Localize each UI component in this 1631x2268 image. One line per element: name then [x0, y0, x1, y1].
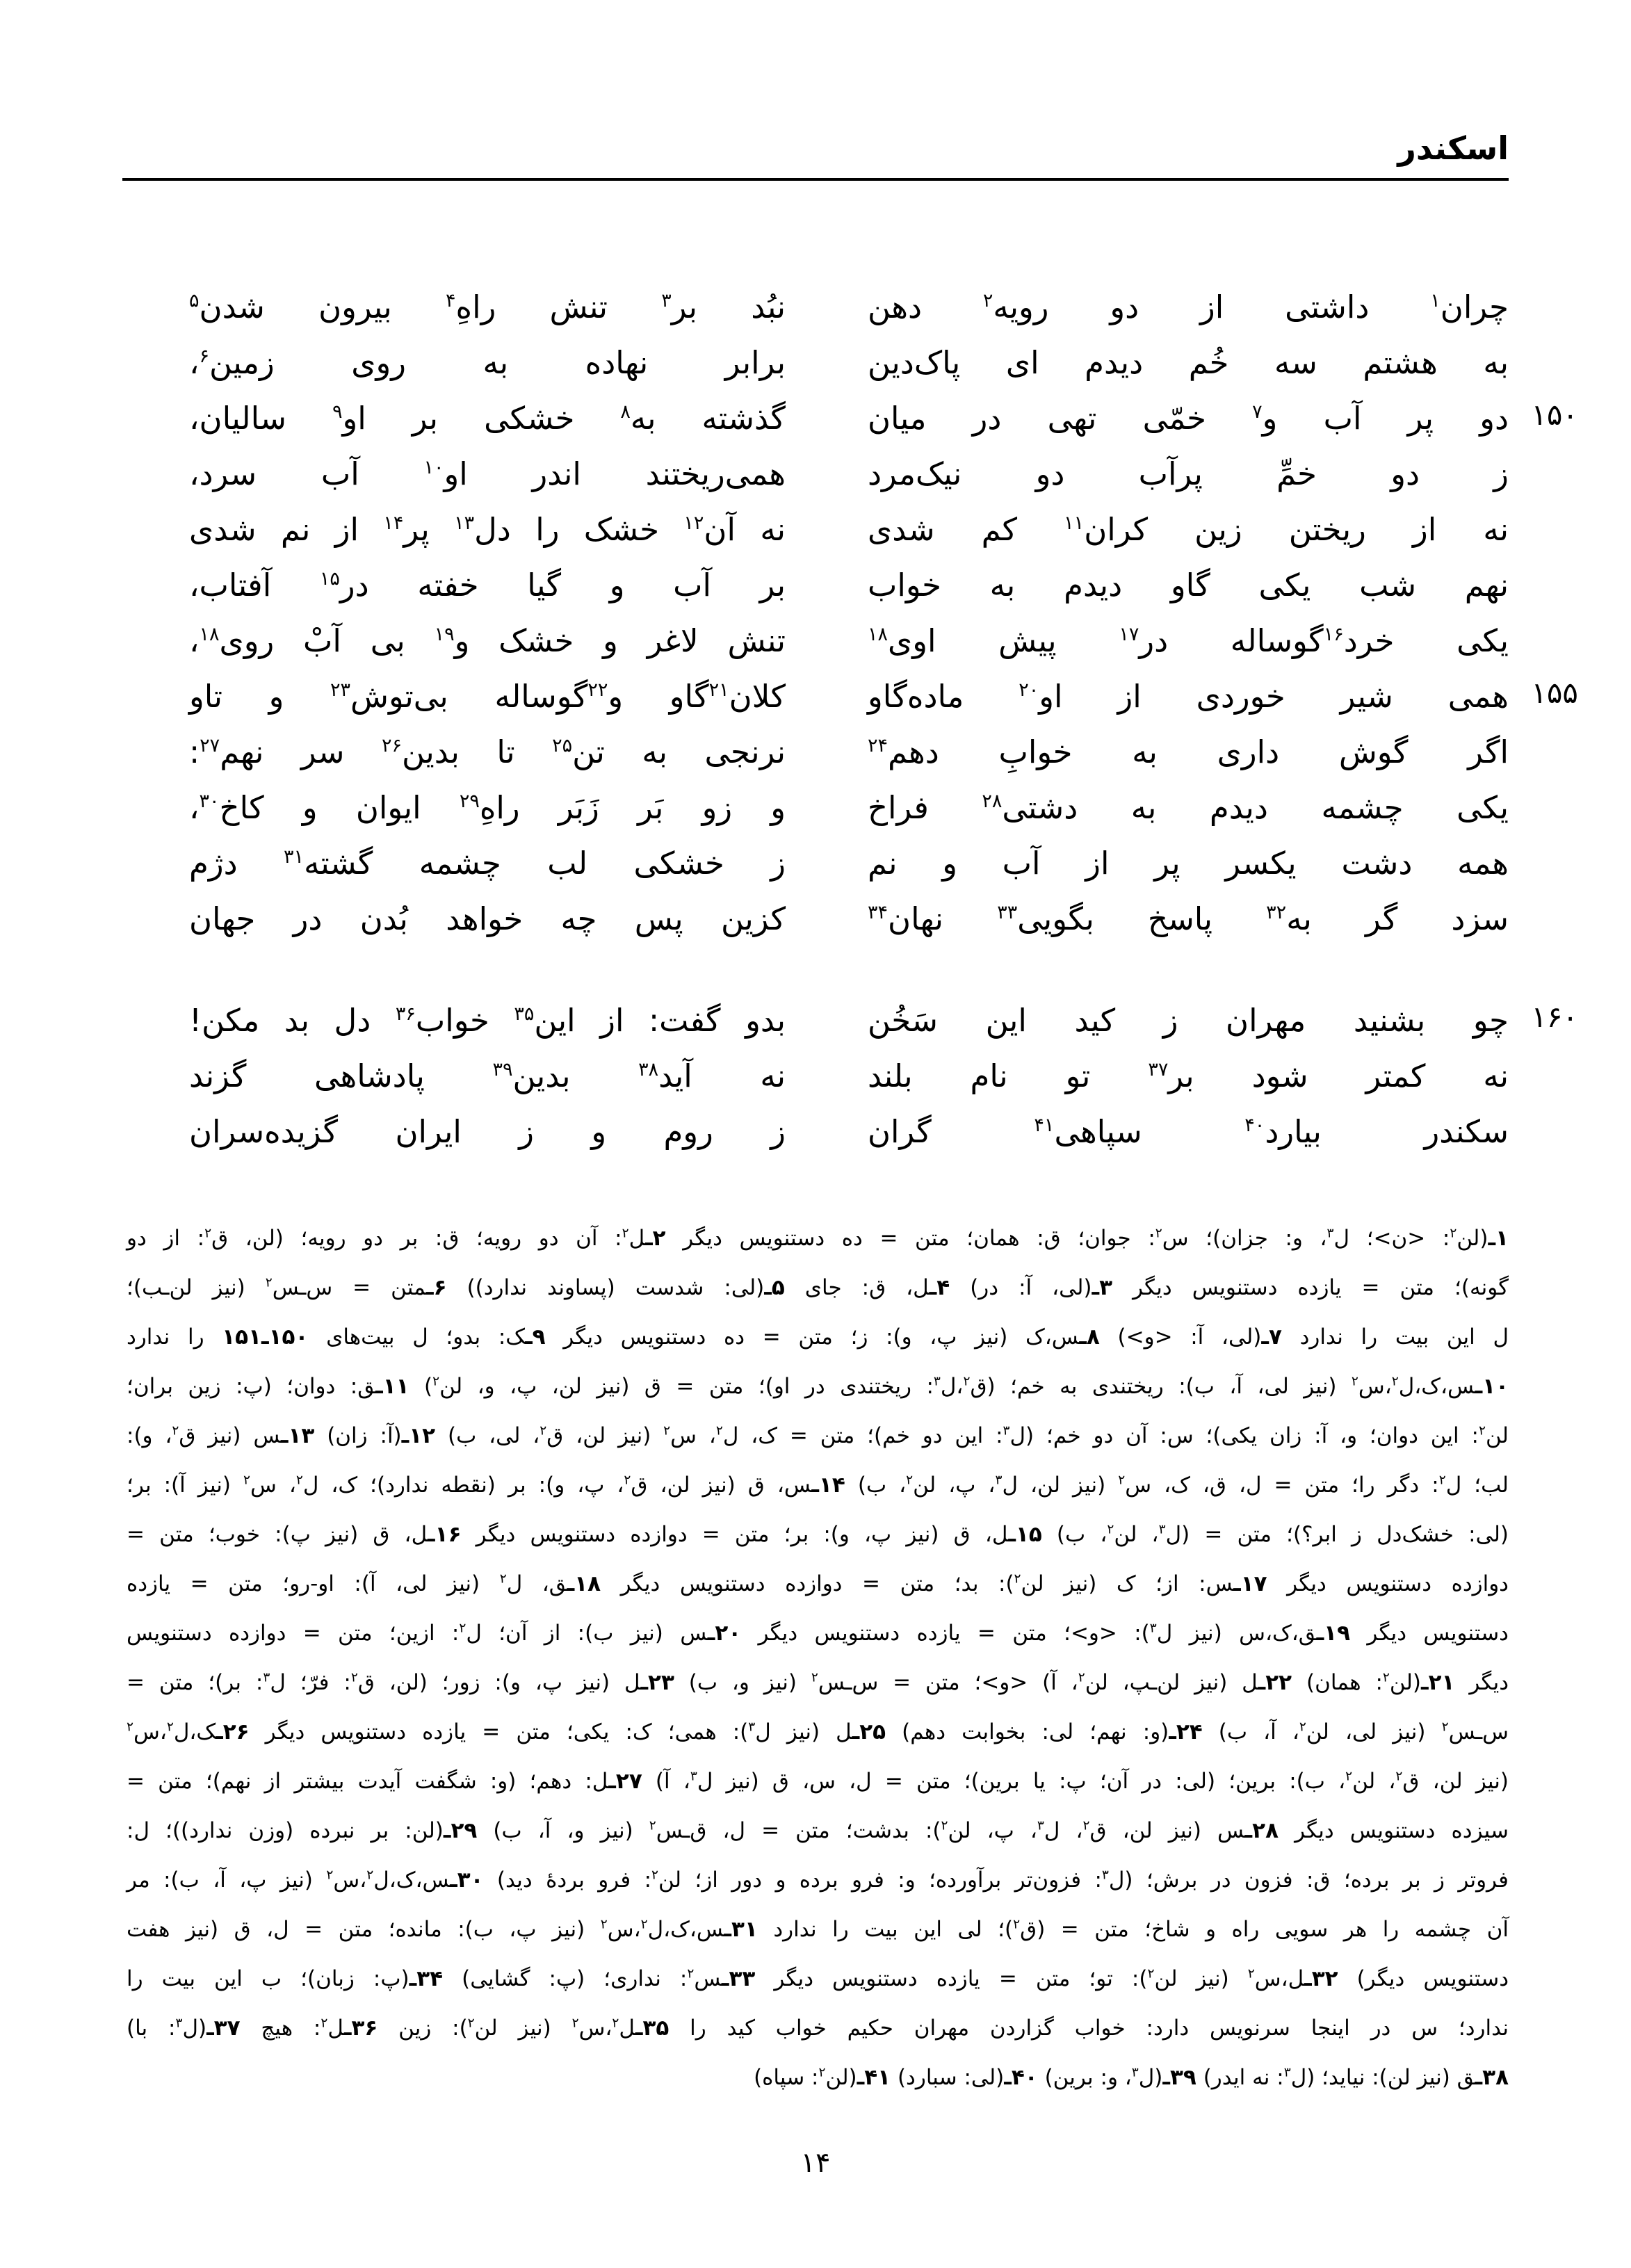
hemistich-left: و زو بَر زَبَر راهِ$^{۲۹}$ ایوان و کاخ$^{۳۰}$،	[189, 789, 786, 826]
page-header	[0, 0, 1631, 181]
hemistich-left: نبُد بر$^۳$ تنش راهِ$^۴$ بیرون شدن$^۵$	[189, 289, 786, 325]
hemistich-right: نه از ریختن زین کران$^{۱۱}$ کم شدی	[868, 511, 1509, 548]
apparatus-line: (لی: خشک‌دل ز ابر؟)؛ متن = (ل$^۳$، لن$^۲$، ب) ۱۵ـل، ق (نیز پ، و): بر؛ متن = دوازده دستنویس دیگر ۱۶ـل، ق (نیز پ): خوب؛ متن =	[127, 1522, 1509, 1547]
verse-number	[1509, 505, 1578, 509]
stanza	[0, 282, 1578, 950]
apparatus-line: لب؛ ل$^۲$: دگر را؛ متن = ل، ق، ک، س$^۲$ (نیز لن، ل$^۳$، پ، لن$^۲$، ب) ۱۴ـس، ق (نیز لن، ق$^۲$، پ، و): بر (نقطه ندارد)؛ ک، ل$^۲$، س$^۲$ (نیز آ): بر؛	[127, 1473, 1509, 1498]
apparatus-line: ندارد؛ س در اینجا سرنویس دارد: خواب گزاردن مهران حکیم خواب کید را ۳۵ـل$^۲$،س$^۲$ (نیز لن$^۲$): زین ۳۶ـل$^۲$: هیچ ۳۷ـ(ل$^۳$: با)	[127, 2016, 1509, 2041]
apparatus-line: دستنویس دیگر) ۳۲ـل،س$^۲$ (نیز لن$^۲$): تو؛ متن = یازده دستنویس دیگر ۳۳ـس$^۲$: نداری؛ (پ: گشایی) ۳۴ـ(پ: زبان)؛ ب این بیت را	[127, 1966, 1509, 1991]
running-head-title: اسکندر	[1397, 129, 1509, 167]
verse-line	[0, 1051, 1578, 1107]
verse-line	[0, 1107, 1578, 1163]
hemistich-right: اگر گوش داری به خوابِ دهم$^{۲۴}$	[868, 734, 1509, 770]
hemistich-left: ز روم و ز ایران گزیده‌سران	[189, 1113, 786, 1150]
header-rule	[122, 178, 1509, 181]
page-number: ۱۴	[800, 2147, 831, 2179]
hemistich-right: چران$^۱$ داشتی از دو رویه$^۲$ دهن	[868, 289, 1509, 325]
verse-number: ۱۵۵	[1531, 676, 1578, 710]
verse-number	[1509, 1051, 1578, 1055]
verse-line	[0, 394, 1578, 449]
hemistich-right: ز دو خمِّ پرآب دو نیک‌مرد	[868, 455, 1509, 492]
apparatus-line: سیزده دستنویس دیگر ۲۸ـس (نیز لن، ق$^۲$، ل$^۳$، پ، لن$^۲$): بدشت؛ متن = ل، ق‌ـس$^۲$ (نیز و، آ، ب) ۲۹ـ(لن: بر نبرده (وزن ندارد))؛ ل:	[127, 1818, 1509, 1843]
verse-line	[0, 616, 1578, 672]
verse-line	[0, 505, 1578, 560]
hemistich-right: به هشتم سه خُم دیدم ای پاک‌دین	[868, 344, 1509, 381]
apparatus-line: ل این بیت را ندارد ۷ـ(لی، آ: <و>) ۸ـس،ک (نیز پ، و): ز؛ متن = ده دستنویس دیگر ۹ـک: بدو؛ ل بیت‌های ۱۵۰ـ۱۵۱ را ندارد	[127, 1325, 1509, 1350]
verse-number	[1509, 1107, 1578, 1111]
verse-line	[0, 560, 1578, 616]
verse-line	[0, 727, 1578, 783]
verse-number	[1509, 560, 1578, 565]
hemistich-left: نرنجی به تن$^{۲۵}$ تا بدین$^{۲۶}$ سر نهم$^{۲۷}$:	[189, 734, 786, 770]
verse-line	[0, 672, 1578, 727]
apparatus-line: س‌ـس$^۲$ (نیز لی، لن$^۲$، آ، ب) ۲۴ـ(و: نهم؛ لی: بخوابت دهم) ۲۵ـل (نیز ل$^۳$): همی؛ ک: یکی؛ متن = یازده دستنویس دیگر ۲۶ـک،ل$^۲$،س$^۲$	[127, 1719, 1509, 1744]
hemistich-left: بدو گفت: از این$^{۳۵}$ خواب$^{۳۶}$ دل بد مکن!	[189, 1002, 786, 1039]
verse-number	[1509, 894, 1578, 898]
apparatus-line: ۳۸ـق (نیز لن): نیاید؛ (ل$^۳$: نه ایدر) ۳۹ـ(ل$^۳$، و: برین) ۴۰ـ(لی: سبارد) ۴۱ـ(لن$^۲$: سپاه)	[754, 2065, 1509, 2090]
hemistich-left: بر آب و گیا خفته در$^{۱۵}$ آفتاب،	[189, 567, 786, 604]
verse-number	[1509, 839, 1578, 843]
verse-line	[0, 449, 1578, 505]
apparatus-line: دستنویس دیگر ۱۹ـق،ک،س (نیز ل$^۳$): <و>؛ متن = یازده دستنویس دیگر ۲۰ـس (نیز ب): از آن؛ ل$^۲$: ازین؛ متن = دوازده دستنویس	[127, 1621, 1509, 1646]
apparatus	[127, 1214, 1509, 2103]
verse-line	[0, 338, 1578, 394]
stanza	[0, 996, 1578, 1163]
verse-number	[1509, 727, 1578, 731]
hemistich-left: برابر نهاده به روی زمین$^۶$،	[189, 344, 786, 381]
apparatus-line: دوازده دستنویس دیگر ۱۷ـس: از؛ ک (نیز لن$^۲$): بد؛ متن = دوازده دستنویس دیگر ۱۸ـق، ل$^۲$ (نیز لی، آ): او-رو؛ متن = یازده	[127, 1571, 1509, 1596]
verse-line	[0, 894, 1578, 950]
verse-line	[0, 996, 1578, 1051]
hemistich-right: سزد گر به$^{۳۲}$ پاسخ بگویی$^{۳۳}$ نهان$^{۳۴}$	[868, 900, 1509, 937]
verse-line	[0, 839, 1578, 894]
hemistich-right: دو پر آب و$^۷$ خمّی تهی در میان	[868, 400, 1509, 437]
apparatus-line: ۱ـ(لن$^۲$: <ن>؛ ل$^۳$، و: جزان)؛ س$^۲$: جوان؛ ق: همان؛ متن = ده دستنویس دیگر ۲ـل$^۲$: آن دو رویه؛ ق: بر دو رویه؛ (لن، ق$^۲$: از دو	[127, 1226, 1509, 1251]
hemistich-right: یکی خرد$^{۱۶}$گوساله در$^{۱۷}$ پیش اوی$^{۱۸}$	[868, 622, 1509, 659]
hemistich-left: ز خشکی لب چشمه گشته$^{۳۱}$ دژم	[189, 845, 786, 882]
hemistich-left: نه آن$^{۱۲}$ خشک را دل$^{۱۳}$ پر$^{۱۴}$ از نم شدی	[189, 511, 786, 548]
hemistich-right: همی شیر خوردی از او$^{۲۰}$ ماده‌گاو	[868, 678, 1509, 715]
verse-line	[0, 282, 1578, 338]
hemistich-right: سکندر بیارد$^{۴۰}$ سپاهی$^{۴۱}$ گران	[868, 1113, 1509, 1150]
verse-number	[1509, 783, 1578, 787]
hemistich-right: یکی چشمه دیدم به دشتی$^{۲۸}$ فراخ	[868, 789, 1509, 826]
hemistich-left: کزین پس چه خواهد بُدن در جهان	[189, 900, 786, 937]
verse-number	[1509, 616, 1578, 620]
hemistich-right: همه دشت یکسر پر از آب و نم	[868, 845, 1509, 882]
verse-line	[0, 783, 1578, 839]
apparatus-line: گونه)؛ متن = یازده دستنویس دیگر ۳ـ(لی، آ: در) ۴ـل، ق: جای ۵ـ(لی: شدست (پساوند ندارد)) ۶ـمتن = س‌ـس$^۲$ (نیز لن‌ـب)؛	[127, 1275, 1509, 1300]
hemistich-right: چو بشنید مهران ز کید این سَخُن	[868, 1002, 1509, 1039]
verse-number	[1509, 338, 1578, 342]
verse-number: ۱۶۰	[1531, 1000, 1578, 1034]
apparatus-line: دیگر ۲۱ـ(لن$^۲$: همان) ۲۲ـل (نیز لن‌ـپ، لن$^۲$، آ) <و>؛ متن = س‌ـس$^۲$ (نیز و، ب) ۲۳ـل (نیز پ، و): زور؛ (لن، ق$^۲$: فرّ؛ ل$^۳$: بر)؛ متن =	[127, 1670, 1509, 1695]
apparatus-line: (نیز لن، ق$^۲$، لن$^۲$، ب): برین؛ (لی: در آن؛ پ: یا برین)؛ متن = ل، س، ق (نیز ل$^۳$، آ) ۲۷ـل: دهم؛ (و: شگفت آیدت بیشتر از نهم)؛ متن =	[127, 1769, 1509, 1794]
apparatus-line: ۱۰ـس،ک،ل$^۲$،س$^۲$ (نیز لی، آ، ب): ریختندی به خم؛ (ق$^۲$،ل$^۳$: ریختندی در او)؛ متن = ق (نیز لن، پ، و، لن$^۲$) ۱۱ـق: دوان؛ (پ: زین بران؛	[127, 1374, 1509, 1399]
hemistich-left: همی‌ریختند اندر او$^{۱۰}$ آب سرد،	[189, 455, 786, 492]
hemistich-right: نه کمتر شود بر$^{۳۷}$ تو نام بلند	[868, 1058, 1509, 1094]
apparatus-line: آن چشمه را هر سویی راه و شاخ؛ متن = (ق$^۲$)؛ لی این بیت را ندارد ۳۱ـس،ک،ل$^۲$،س$^۲$ (نیز پ، ب): مانده؛ متن = ل، ق (نیز هفت	[127, 1917, 1509, 1942]
hemistich-left: گذشته به$^۸$ خشکی بر او$^۹$ سالیان،	[189, 400, 786, 437]
hemistich-left: تنش لاغر و خشک و$^{۱۹}$ بی آبْ روی$^{۱۸}$،	[189, 622, 786, 659]
apparatus-line: لن$^۲$: این دوان؛ و، آ: زان یکی)؛ س: آن دو خم؛ (ل$^۳$: این دو خم)؛ متن = ک، ل$^۲$، س$^۲$ (نیز لن، ق$^۲$، لی، ب) ۱۲ـ(آ: زان) ۱۳ـس (نیز ق$^۲$، و):	[127, 1423, 1509, 1448]
hemistich-left: کلان$^{۲۱}$گاو و$^{۲۲}$گوساله بی‌توش$^{۲۳}$ و تاو	[189, 678, 786, 715]
apparatus-line: فروتر ز بر برده؛ ق: فزون در برش؛ (ل$^۳$: فزون‌تر برآورده؛ و: فرو برده و دور از؛ لن$^۲$: فرو بردهٔ دید) ۳۰ـس،ک،ل$^۲$،س$^۲$ (نیز پ، آ، ب): مر	[127, 1868, 1509, 1893]
hemistich-right: نهم شب یکی گاو دیدم به خواب	[868, 567, 1509, 604]
verse-number	[1509, 282, 1578, 286]
verse-number: ۱۵۰	[1531, 398, 1578, 432]
verse-number	[1509, 449, 1578, 453]
poem	[0, 282, 1631, 1163]
hemistich-left: نه آید$^{۳۸}$ بدین$^{۳۹}$ پادشاهی گزند	[189, 1058, 786, 1094]
